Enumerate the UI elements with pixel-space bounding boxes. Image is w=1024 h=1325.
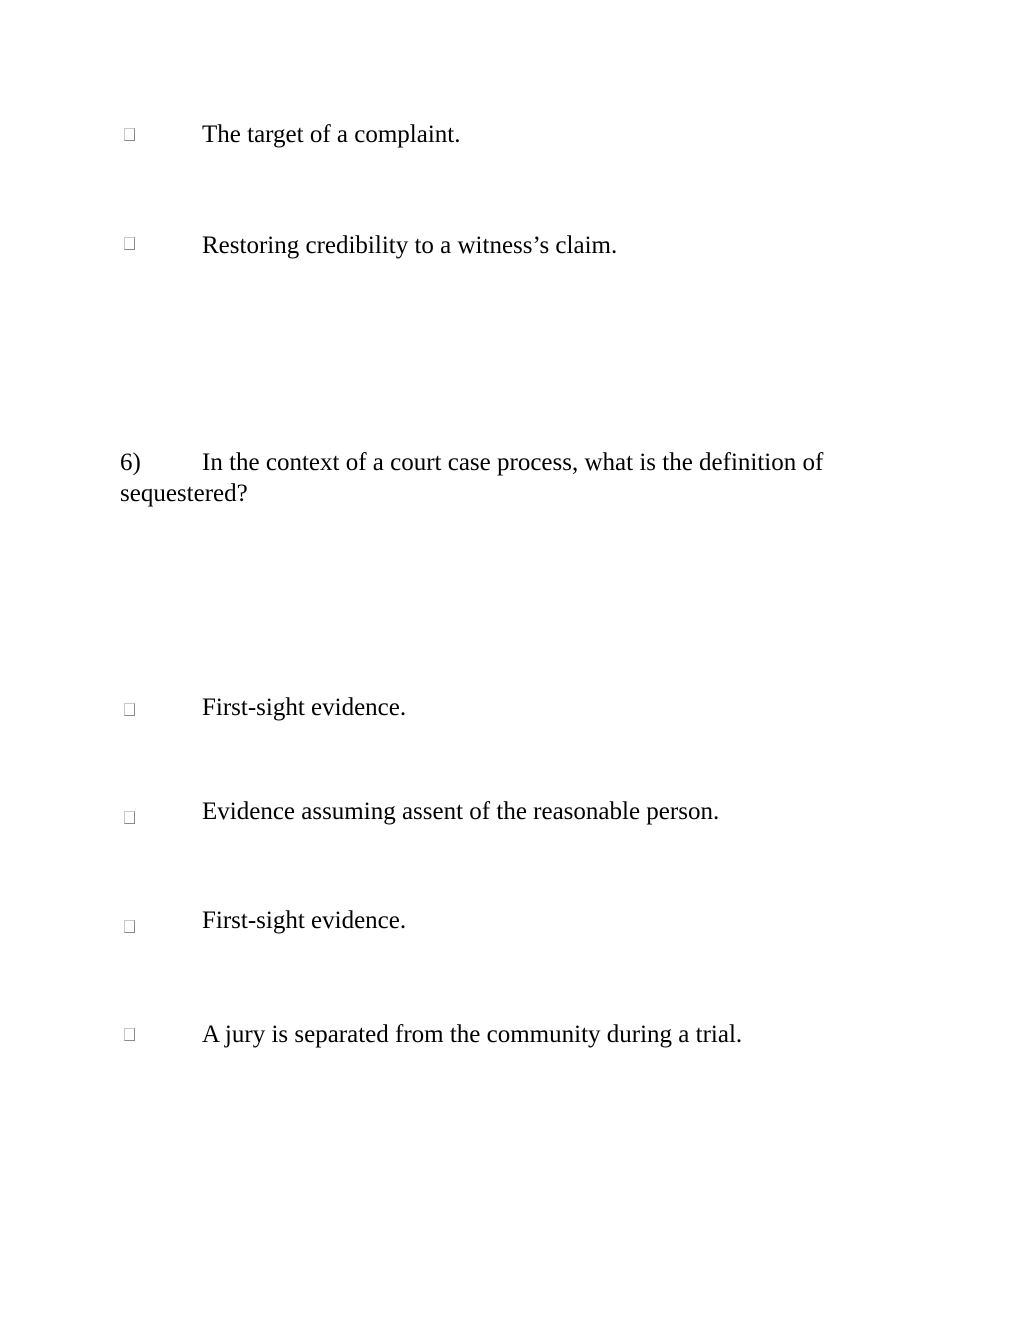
checkbox-icon[interactable]: [124, 237, 135, 250]
question-number: 6): [120, 449, 141, 476]
answer-option: [0, 1020, 1024, 1060]
option-text: A jury is separated from the community during a trial.: [202, 1021, 743, 1048]
answer-option: [0, 797, 1024, 837]
checkbox-icon[interactable]: [124, 811, 135, 824]
question-text-block: [120, 447, 900, 509]
checkbox-icon[interactable]: [124, 920, 135, 933]
checkbox-icon[interactable]: [124, 703, 135, 716]
question-text: In the context of a court case process, what is the definition of sequestered?: [120, 449, 824, 507]
option-text: The target of a complaint.: [202, 121, 461, 148]
option-text: Evidence assuming assent of the reasonable person.: [202, 798, 720, 825]
answer-option: [0, 120, 1024, 160]
option-text: Restoring credibility to a witness’s claim.: [202, 232, 618, 259]
option-text: First-sight evidence.: [202, 907, 407, 934]
answer-option: [0, 906, 1024, 946]
answer-option: [0, 231, 1024, 271]
answer-option: [0, 693, 1024, 733]
checkbox-icon[interactable]: [124, 128, 135, 141]
checkbox-icon[interactable]: [124, 1028, 135, 1041]
option-text: First-sight evidence.: [202, 694, 407, 721]
